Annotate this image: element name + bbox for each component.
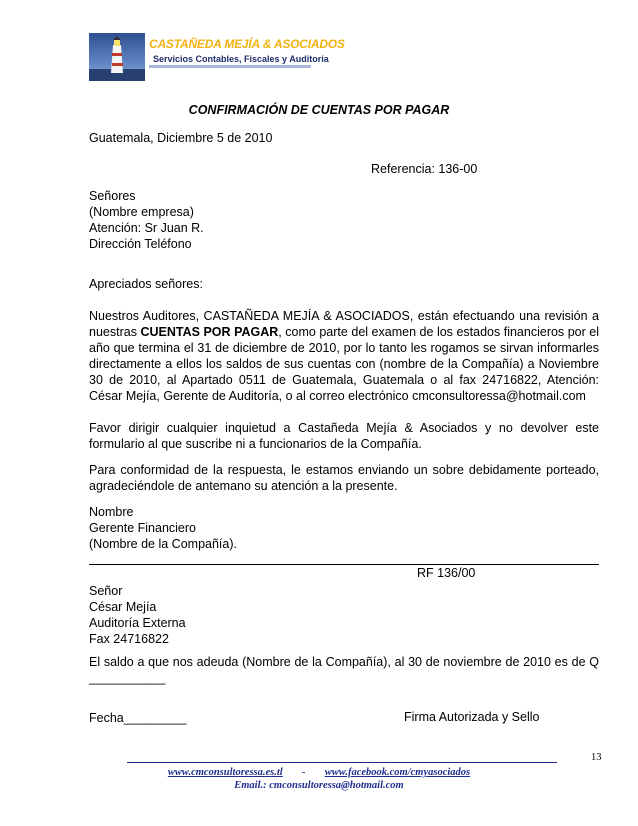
recipient-address: Dirección Teléfono	[89, 237, 192, 251]
lighthouse-logo-icon	[89, 33, 145, 81]
logo-title: CASTAÑEDA MEJÍA & ASOCIADOS	[149, 37, 345, 51]
reply-department: Auditoría Externa	[89, 616, 186, 630]
signature-field: Firma Autorizada y Sello	[404, 710, 540, 724]
body-paragraph-1	[89, 308, 599, 404]
recipient-attention: Atención: Sr Juan R.	[89, 221, 204, 235]
signature-title: Gerente Financiero	[89, 521, 197, 535]
page-number: 13	[591, 752, 602, 763]
body-paragraph-2: Favor dirigir cualquier inquietud a Castañeda Mejía & Asociados y no devolver este formulario al que suscribe ni a funcionarios de la Compañía.	[89, 421, 599, 451]
recipient-salutation: Señores	[89, 189, 136, 203]
signature-name: Nombre	[89, 505, 134, 519]
reply-reference: RF 136/00	[417, 566, 476, 580]
balance-statement: El saldo a que nos adeuda (Nombre de la Compañía), al 30 de noviembre de 2010 es de Q ___________	[89, 655, 599, 685]
reference-number: Referencia: 136-00	[371, 162, 478, 176]
logo-divider	[149, 65, 311, 68]
date-line: Guatemala, Diciembre 5 de 2010	[89, 131, 273, 145]
body-paragraph-3: Para conformidad de la respuesta, le estamos enviando un sobre debidamente porteado, agradeciéndole de antemano su atención a la presente.	[89, 463, 599, 493]
footer-email: Email.: cmconsultoressa@hotmail.com	[234, 780, 404, 791]
signature-company: (Nombre de la Compañía).	[89, 537, 237, 551]
company-logo	[89, 33, 345, 81]
reply-fax: Fax 24716822	[89, 632, 169, 646]
date-field: Fecha_________	[89, 711, 187, 725]
footer-links	[0, 767, 638, 778]
reply-salutation: Señor	[89, 584, 123, 598]
greeting: Apreciados señores:	[89, 277, 203, 291]
footer-separator: -	[301, 767, 306, 778]
website-link[interactable]: www.cmconsultoressa.es.tl	[167, 767, 283, 778]
paragraph-1-emphasis: CUENTAS POR PAGAR	[140, 325, 279, 339]
logo-subtitle: Servicios Contables, Fiscales y Auditoría	[153, 54, 329, 64]
paragraph-1-intro: Nuestros Auditores, CASTAÑEDA MEJÍA & ASOCIADOS, están efectuando una revisión a nuestras	[89, 309, 599, 339]
paragraph-1-rest: , como parte del examen de los estados financieros por el año que termina el 31 de diciembre de 2010, por lo tanto les rogamos se sirvan informarles directamente a ellos los saldos de sus cuentas con (nombre de la Compañía) a Noviembre 30 de 2010, al Apartado 0511 de Guatemala, Guatemala o al fax 24716822, Atención: César Mejía, Gerente de Auditoría, o al correo electrónico cmconsultoressa@hotmail.com	[89, 325, 600, 403]
footer-rule	[127, 762, 557, 763]
reply-name: César Mejía	[89, 600, 157, 614]
recipient-company: (Nombre empresa)	[89, 205, 194, 219]
tear-off-divider	[89, 564, 599, 565]
document-title: CONFIRMACIÓN DE CUENTAS POR PAGAR	[188, 103, 450, 117]
facebook-link[interactable]: www.facebook.com/cmyasociados	[324, 767, 471, 778]
